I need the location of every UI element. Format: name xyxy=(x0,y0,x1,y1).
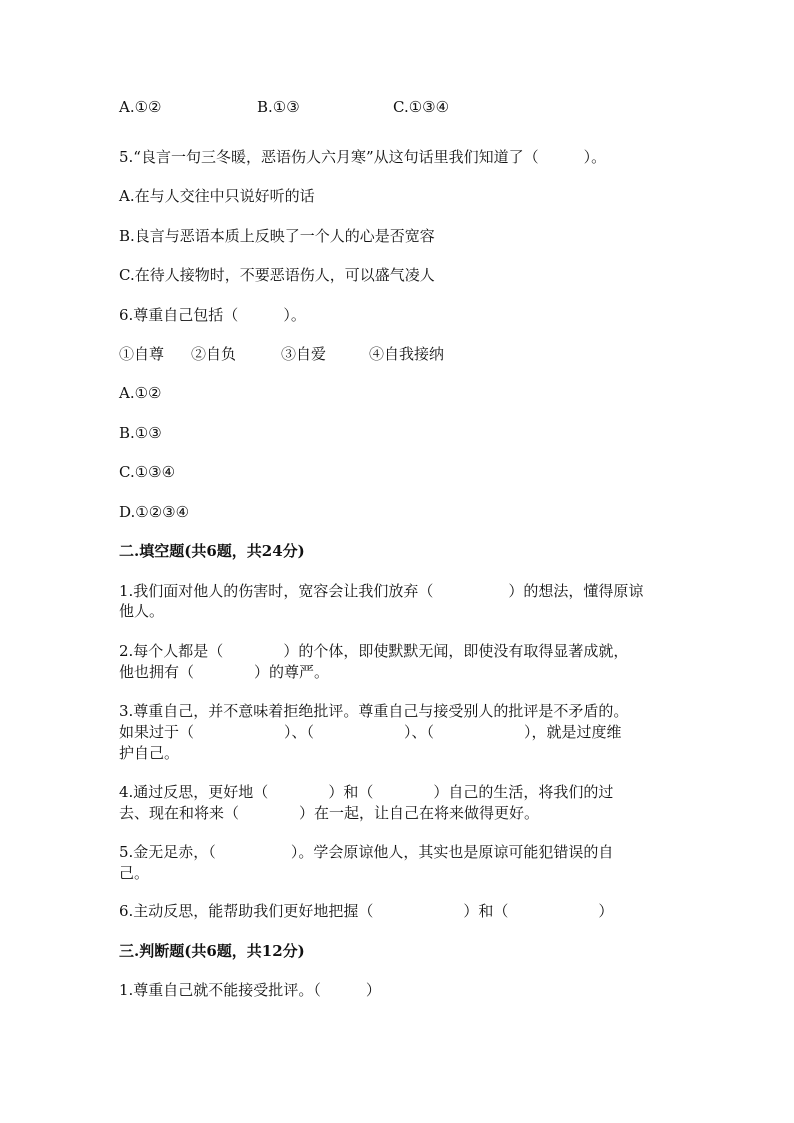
q6-item-1: ①自尊 xyxy=(119,345,165,363)
q6-item-4: ④自我接纳 xyxy=(369,345,445,363)
q6-item-2: ②自负 xyxy=(191,345,237,363)
fill-q6: 6.主动反思，能帮助我们更好地把握（ ）和（ ） xyxy=(119,902,614,920)
q6-option-a: A.①② xyxy=(119,384,162,402)
q5-stem: 5.“良言一句三冬暖，恶语伤人六月寒”从这句话里我们知道了（ ）。 xyxy=(119,148,607,166)
section-3-heading: 三.判断题(共6题，共12分) xyxy=(119,942,305,960)
fill-q5-line-2: 己。 xyxy=(119,864,150,882)
fill-q3-line-3: 护自己。 xyxy=(119,744,180,762)
q4-option-c: C.①③④ xyxy=(393,98,450,116)
q4-option-b: B.①③ xyxy=(257,98,300,116)
q5-option-a: A.在与人交往中只说好听的话 xyxy=(119,187,315,205)
fill-q2-line-1: 2.每个人都是（ ）的个体，即使默默无闻，即使没有取得显著成就， xyxy=(119,642,629,660)
fill-q3-line-2: 如果过于（ ）、（ ）、（ ），就是过度维 xyxy=(119,723,622,741)
q5-option-c: C.在待人接物时，不要恶语伤人，可以盛气凌人 xyxy=(119,266,435,284)
q6-option-c: C.①③④ xyxy=(119,463,176,481)
fill-q4-line-1: 4.通过反思，更好地（ ）和（ ）自己的生活，将我们的过 xyxy=(119,783,614,801)
fill-q4-line-2: 去、现在和将来（ ）在一起，让自己在将来做得更好。 xyxy=(119,804,540,822)
fill-q2-line-2: 他也拥有（ ）的尊严。 xyxy=(119,663,330,681)
section-2-heading: 二.填空题(共6题，共24分) xyxy=(119,542,305,560)
judge-q1: 1.尊重自己就不能接受批评。（ ） xyxy=(119,981,381,999)
q6-option-b: B.①③ xyxy=(119,424,162,442)
fill-q3-line-1: 3.尊重自己，并不意味着拒绝批评。尊重自己与接受别人的批评是不矛盾的。 xyxy=(119,702,629,720)
q4-option-a: A.①② xyxy=(119,98,162,116)
q5-option-b: B.良言与恶语本质上反映了一个人的心是否宽容 xyxy=(119,227,435,245)
q6-stem: 6.尊重自己包括（ ）。 xyxy=(119,306,306,324)
fill-q5-line-1: 5.金无足赤，（ ）。学会原谅他人，其实也是原谅可能犯错误的自 xyxy=(119,843,614,861)
q6-option-d: D.①②③④ xyxy=(119,503,190,521)
fill-q1-line-2: 他人。 xyxy=(119,602,165,620)
fill-q1-line-1: 1.我们面对他人的伤害时，宽容会让我们放弃（ ）的想法，懂得原谅 xyxy=(119,582,644,600)
q6-item-3: ③自爱 xyxy=(281,345,327,363)
